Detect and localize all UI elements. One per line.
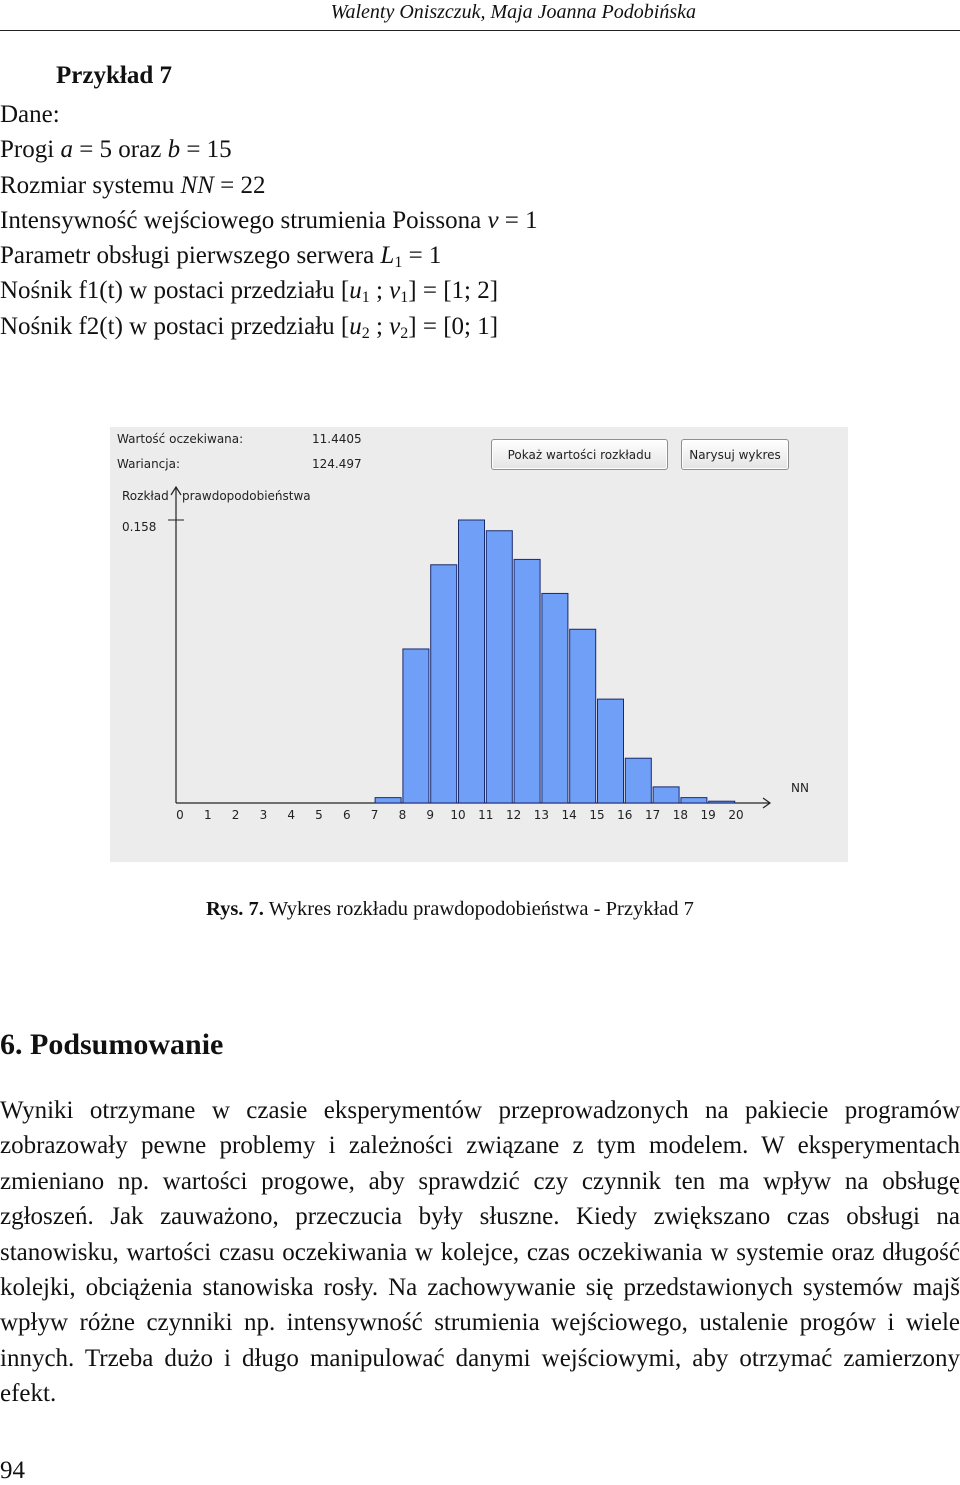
bar (486, 531, 512, 803)
x-tick-label: 0 (176, 808, 184, 822)
bar (681, 798, 707, 803)
x-tick-label: 12 (505, 808, 522, 822)
summary-paragraph: Wyniki otrzymane w czasie eksperymentów przeprowadzonych na pakiecie programów zobrazowały pewne problemy i zależności związane z tym modelem. W eksperymentach zmieniano np. wartości progowe, aby sprawdzić czy czynnik ten ma wpływ na obsługę zgłoszeń. Jak zauważono, przeczucia były słuszne. Kiedy zwiększano czas obsługi na stanowisku, wartości czasu oczekiwania w kolejce, czas oczekiwania w systemie oraz długość kolejki, obciążenia stanowiska rosły. Na zachowywanie się przedstawionych systemów majš wpływ różne czynniki np. intensywność strumienia wejściowego, ustalenie progów i wiele innych. Trzeba dużo i długo manipulować danymi wejściowymi, aby otrzymać zamierzony efekt. (0, 1097, 960, 1408)
y-axis-label: Rozkład (122, 489, 169, 503)
x-tick-label: 9 (426, 808, 435, 822)
variance-value: 124.497 (312, 457, 362, 471)
x-tick-label: 20 (728, 808, 744, 822)
bar (709, 801, 735, 803)
page-number: 94 (0, 1457, 25, 1484)
service-param-line: Parametr obsługi pierwszego serwera $L_1 = 1$ (0, 242, 442, 272)
variance-label: Wariancja: (117, 457, 181, 471)
app-screenshot-panel (110, 427, 848, 862)
bar (598, 699, 624, 803)
x-tick-label: 16 (617, 808, 633, 822)
x-tick-label: 7 (370, 808, 379, 822)
x-tick-label: 5 (315, 808, 323, 822)
x-tick-label: 4 (287, 808, 296, 822)
figure-caption: Rys. 7. Wykres rozkładu prawdopodobieństwa - Przykład 7 (206, 898, 694, 920)
x-tick-label: 2 (231, 808, 240, 822)
probability-chart (110, 427, 848, 862)
intensity-line: Intensywność wejściowego strumienia Poissona ν = 1 (0, 206, 538, 234)
support1-line: Nośnik f1(t) w postaci przedziału [$u_1$ ; $v_1] = [1$; 2] (0, 277, 499, 307)
header-rule (0, 30, 960, 31)
show-distribution-button[interactable]: Pokaż wartości rozkładu (491, 439, 668, 470)
y-max-label: 0.158 (122, 520, 157, 534)
given-data-block (0, 97, 538, 344)
x-tick-label: 6 (342, 808, 351, 822)
bar (625, 758, 651, 803)
bar (431, 565, 457, 803)
x-tick-label: 3 (259, 808, 268, 822)
bar (403, 649, 429, 803)
x-axis-label: NN (791, 781, 809, 795)
x-tick-label: 10 (450, 808, 466, 822)
x-tick-label: 17 (644, 808, 661, 822)
x-tick-label: 1 (203, 808, 212, 822)
section-title: 6. Podsumowanie (0, 1028, 224, 1061)
bar (514, 559, 540, 803)
expected-value-label: Wartość oczekiwana: (117, 432, 244, 446)
running-header: Walenty Oniszczuk, Maja Joanna Podobińska (330, 1, 696, 23)
support2-line: Nośnik f2(t) w postaci przedziału [$u_2$ ; $v_2] = [0$; 1] (0, 312, 499, 342)
bar (542, 593, 568, 803)
x-tick-label: 14 (561, 808, 577, 822)
thresholds-line: Progi a = 5 oraz b = 15 (0, 136, 232, 164)
x-tick-label: 15 (589, 808, 605, 822)
expected-value: 11.4405 (312, 432, 362, 446)
x-tick-label: 19 (700, 808, 716, 822)
given-label: Dane: (0, 101, 60, 128)
system-size-line: Rozmiar systemu NN = 22 (0, 171, 266, 199)
bar (375, 798, 401, 803)
bar (653, 787, 679, 803)
x-tick-label: 8 (398, 808, 407, 822)
draw-chart-button[interactable]: Narysuj wykres (681, 439, 789, 470)
bar (570, 629, 596, 803)
example-title: Przykład 7 (56, 62, 172, 89)
x-tick-label: 18 (672, 808, 689, 822)
y-axis-label-2: prawdopodobieństwa (182, 489, 311, 503)
x-tick-label: 13 (533, 808, 550, 822)
x-tick-label: 11 (478, 808, 494, 822)
bar (459, 520, 485, 803)
